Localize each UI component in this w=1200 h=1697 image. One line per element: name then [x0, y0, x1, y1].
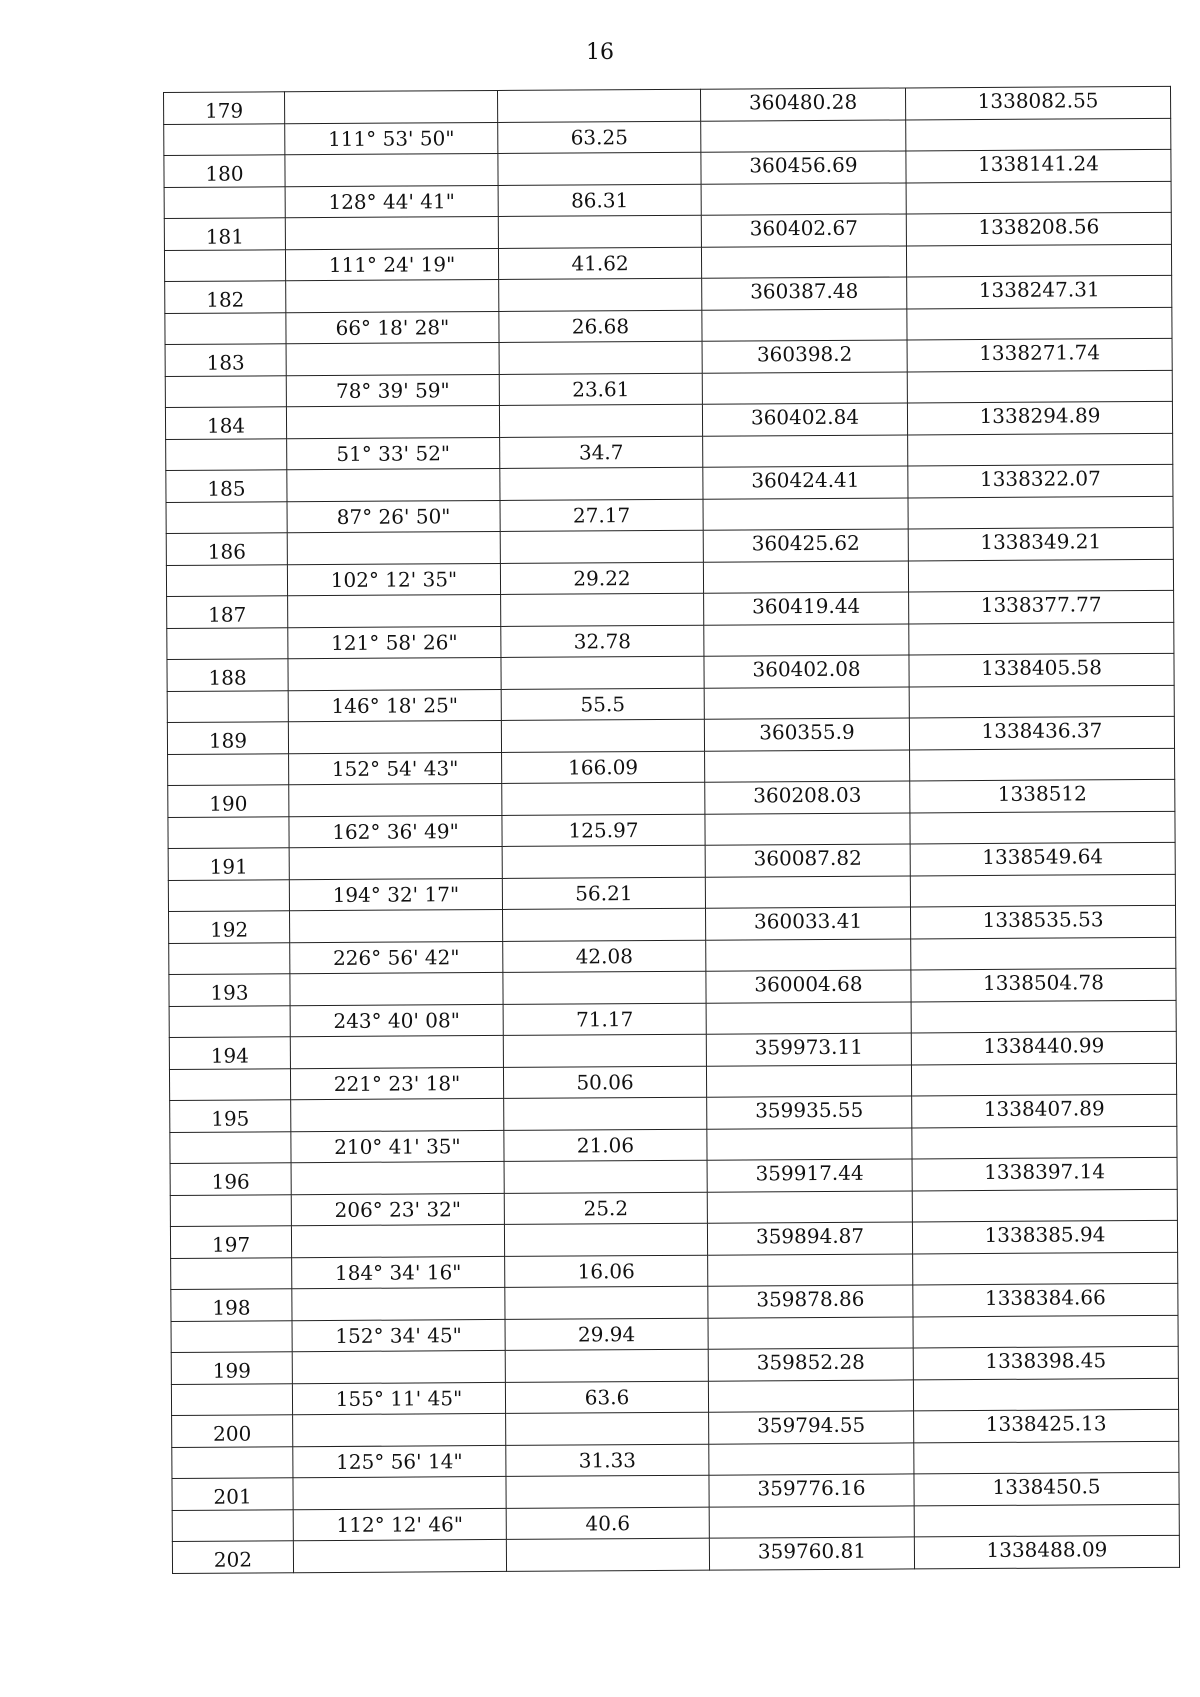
distance-cell	[503, 1034, 706, 1067]
distance-cell: 21.06	[504, 1129, 707, 1161]
y-coordinate-cell	[910, 748, 1175, 781]
bearing-cell: 78° 39' 59"	[286, 374, 499, 406]
point-id-cell: 194	[169, 1037, 290, 1070]
x-coordinate-cell: 359878.86	[708, 1285, 913, 1318]
bearing-cell	[286, 279, 499, 312]
x-coordinate-cell	[701, 246, 906, 278]
y-coordinate-cell	[913, 1378, 1178, 1411]
bearing-cell: 87° 26' 50"	[287, 500, 500, 532]
point-id-cell	[172, 1447, 293, 1479]
distance-cell	[502, 908, 705, 941]
distance-cell: 55.5	[501, 688, 704, 720]
page-number: 16	[586, 40, 614, 65]
point-id-cell: 185	[166, 470, 287, 503]
x-coordinate-cell: 360456.69	[701, 151, 906, 184]
x-coordinate-cell: 359760.81	[709, 1537, 914, 1570]
y-coordinate-cell: 1338450.5	[914, 1472, 1179, 1506]
distance-cell: 29.94	[505, 1318, 708, 1350]
distance-cell	[499, 404, 702, 437]
bearing-cell: 111° 24' 19"	[285, 248, 498, 280]
point-id-cell: 192	[169, 911, 290, 944]
x-coordinate-cell	[708, 1317, 913, 1349]
bearing-cell	[289, 783, 502, 816]
bearing-cell	[292, 1287, 505, 1320]
x-coordinate-cell: 360387.48	[702, 277, 907, 310]
point-id-cell: 186	[166, 533, 287, 566]
distance-cell	[505, 1286, 708, 1319]
x-coordinate-cell	[702, 372, 907, 404]
point-id-cell: 179	[164, 92, 285, 125]
bearing-cell: 152° 34' 45"	[292, 1319, 505, 1351]
x-coordinate-cell	[705, 876, 910, 908]
point-row	[172, 1535, 1179, 1573]
y-coordinate-cell	[912, 1126, 1177, 1159]
point-id-cell: 184	[165, 407, 286, 440]
distance-cell	[501, 719, 704, 752]
x-coordinate-cell	[709, 1506, 914, 1538]
y-coordinate-cell: 1338549.64	[910, 842, 1175, 876]
bearing-cell	[286, 342, 499, 375]
distance-cell: 23.61	[499, 373, 702, 405]
distance-cell	[505, 1349, 708, 1382]
point-id-cell	[172, 1510, 293, 1542]
point-id-cell	[171, 1321, 292, 1353]
bearing-cell: 112° 12' 46"	[293, 1508, 506, 1540]
x-coordinate-cell	[706, 939, 911, 971]
bearing-cell	[291, 1224, 504, 1257]
y-coordinate-cell	[909, 685, 1174, 718]
point-id-cell: 188	[167, 659, 288, 692]
y-coordinate-cell: 1338436.37	[909, 716, 1174, 750]
distance-cell	[502, 782, 705, 815]
y-coordinate-cell	[907, 307, 1172, 340]
x-coordinate-cell: 359852.28	[708, 1348, 913, 1381]
y-coordinate-cell	[913, 1252, 1178, 1285]
distance-cell: 63.25	[498, 121, 701, 153]
distance-cell	[506, 1538, 709, 1571]
y-coordinate-cell	[911, 1000, 1176, 1033]
point-id-cell: 181	[164, 218, 285, 251]
point-id-cell	[166, 502, 287, 534]
distance-cell: 86.31	[498, 184, 701, 216]
bearing-cell	[285, 90, 498, 123]
distance-cell: 34.7	[500, 436, 703, 468]
point-id-cell: 197	[170, 1226, 291, 1259]
bearing-cell: 51° 33' 52"	[287, 437, 500, 469]
point-id-cell: 196	[170, 1163, 291, 1196]
distance-cell: 71.17	[503, 1003, 706, 1035]
bearing-cell: 128° 44' 41"	[285, 185, 498, 217]
x-coordinate-cell	[704, 624, 909, 656]
x-coordinate-cell: 359917.44	[707, 1159, 912, 1192]
point-id-cell: 195	[170, 1100, 291, 1133]
x-coordinate-cell	[703, 498, 908, 530]
x-coordinate-cell	[708, 1380, 913, 1412]
x-coordinate-cell	[705, 813, 910, 845]
bearing-cell	[285, 216, 498, 249]
y-coordinate-cell: 1338405.58	[909, 653, 1174, 687]
x-coordinate-cell: 360033.41	[705, 907, 910, 940]
distance-cell	[499, 278, 702, 311]
bearing-cell: 184° 34' 16"	[292, 1256, 505, 1288]
coordinates-table-container	[163, 86, 1179, 1574]
bearing-cell	[288, 594, 501, 627]
coordinates-table-body	[164, 86, 1180, 1573]
coordinates-table	[163, 86, 1180, 1574]
distance-cell: 25.2	[504, 1192, 707, 1224]
x-coordinate-cell: 359794.55	[709, 1411, 914, 1444]
x-coordinate-cell: 359935.55	[707, 1096, 912, 1129]
distance-cell: 27.17	[500, 499, 703, 531]
y-coordinate-cell: 1338398.45	[913, 1346, 1178, 1380]
distance-cell: 16.06	[505, 1255, 708, 1287]
distance-cell	[498, 215, 701, 248]
point-id-cell: 200	[172, 1415, 293, 1448]
distance-cell: 29.22	[500, 562, 703, 594]
distance-cell	[504, 1160, 707, 1193]
distance-cell	[504, 1223, 707, 1256]
y-coordinate-cell: 1338377.77	[909, 590, 1174, 624]
distance-cell	[503, 971, 706, 1004]
distance-cell: 125.97	[502, 814, 705, 846]
y-coordinate-cell: 1338141.24	[906, 149, 1171, 183]
distance-cell	[497, 89, 700, 122]
bearing-cell	[289, 846, 502, 879]
x-coordinate-cell: 360208.03	[705, 781, 910, 814]
y-coordinate-cell	[911, 937, 1176, 970]
y-coordinate-cell	[907, 370, 1172, 403]
distance-cell	[501, 593, 704, 626]
x-coordinate-cell: 360004.68	[706, 970, 911, 1003]
y-coordinate-cell	[910, 811, 1175, 844]
point-id-cell	[165, 376, 286, 408]
point-id-cell	[166, 439, 287, 471]
bearing-cell	[290, 972, 503, 1005]
x-coordinate-cell: 360425.62	[703, 529, 908, 562]
x-coordinate-cell	[708, 1254, 913, 1286]
x-coordinate-cell	[701, 183, 906, 215]
bearing-cell: 243° 40' 08"	[290, 1004, 503, 1036]
distance-cell: 26.68	[499, 310, 702, 342]
point-id-cell	[164, 187, 285, 219]
bearing-cell: 206° 23' 32"	[291, 1193, 504, 1225]
y-coordinate-cell: 1338425.13	[914, 1409, 1179, 1443]
bearing-cell: 66° 18' 28"	[286, 311, 499, 343]
y-coordinate-cell	[909, 622, 1174, 655]
distance-cell	[506, 1412, 709, 1445]
x-coordinate-cell: 359894.87	[707, 1222, 912, 1255]
point-id-cell: 201	[172, 1478, 293, 1511]
x-coordinate-cell	[704, 687, 909, 719]
x-coordinate-cell	[709, 1443, 914, 1475]
bearing-cell	[292, 1350, 505, 1383]
point-id-cell	[167, 628, 288, 660]
point-id-cell	[168, 880, 289, 912]
point-id-cell	[166, 565, 287, 597]
x-coordinate-cell: 360087.82	[705, 844, 910, 877]
point-id-cell: 189	[167, 722, 288, 755]
x-coordinate-cell: 360398.2	[702, 340, 907, 373]
point-id-cell	[170, 1132, 291, 1164]
bearing-cell: 221° 23' 18"	[290, 1067, 503, 1099]
point-id-cell: 193	[169, 974, 290, 1007]
distance-cell: 50.06	[503, 1066, 706, 1098]
x-coordinate-cell	[707, 1191, 912, 1223]
distance-cell	[498, 152, 701, 185]
y-coordinate-cell: 1338535.53	[910, 905, 1175, 939]
y-coordinate-cell	[913, 1315, 1178, 1348]
point-id-cell	[165, 313, 286, 345]
distance-cell	[506, 1475, 709, 1508]
y-coordinate-cell: 1338397.14	[912, 1157, 1177, 1191]
x-coordinate-cell	[701, 120, 906, 152]
y-coordinate-cell: 1338349.21	[908, 527, 1173, 561]
bearing-cell: 102° 12' 35"	[287, 563, 500, 595]
bearing-cell	[293, 1476, 506, 1509]
bearing-cell	[293, 1539, 506, 1572]
x-coordinate-cell: 360419.44	[704, 592, 909, 625]
y-coordinate-cell	[906, 118, 1171, 151]
y-coordinate-cell: 1338512	[910, 779, 1175, 813]
y-coordinate-cell: 1338271.74	[907, 338, 1172, 372]
point-id-cell	[168, 754, 289, 786]
distance-cell	[500, 467, 703, 500]
x-coordinate-cell: 360424.41	[703, 466, 908, 499]
bearing-cell: 210° 41' 35"	[291, 1130, 504, 1162]
x-coordinate-cell: 360480.28	[700, 88, 905, 121]
y-coordinate-cell	[908, 433, 1173, 466]
y-coordinate-cell: 1338247.31	[907, 275, 1172, 309]
x-coordinate-cell	[707, 1128, 912, 1160]
y-coordinate-cell: 1338504.78	[911, 968, 1176, 1002]
bearing-cell: 162° 36' 49"	[289, 815, 502, 847]
distance-cell: 31.33	[506, 1444, 709, 1476]
bearing-cell	[291, 1098, 504, 1131]
point-id-cell: 199	[171, 1352, 292, 1385]
x-coordinate-cell: 359973.11	[706, 1033, 911, 1066]
x-coordinate-cell	[706, 1065, 911, 1097]
bearing-cell	[286, 405, 499, 438]
distance-cell: 41.62	[498, 247, 701, 279]
point-id-cell	[170, 1195, 291, 1227]
bearing-cell	[288, 657, 501, 690]
x-coordinate-cell: 359776.16	[709, 1474, 914, 1507]
bearing-cell	[291, 1161, 504, 1194]
bearing-cell	[290, 909, 503, 942]
y-coordinate-cell	[911, 1063, 1176, 1096]
distance-cell	[500, 530, 703, 563]
y-coordinate-cell	[906, 244, 1171, 277]
bearing-cell: 226° 56' 42"	[290, 941, 503, 973]
distance-cell	[502, 845, 705, 878]
point-id-cell	[169, 1006, 290, 1038]
y-coordinate-cell: 1338294.89	[907, 401, 1172, 435]
distance-cell: 42.08	[503, 940, 706, 972]
y-coordinate-cell: 1338385.94	[912, 1220, 1177, 1254]
y-coordinate-cell	[912, 1189, 1177, 1222]
point-id-cell: 198	[171, 1289, 292, 1322]
y-coordinate-cell	[908, 559, 1173, 592]
distance-cell: 63.6	[505, 1381, 708, 1413]
distance-cell	[499, 341, 702, 374]
y-coordinate-cell	[910, 874, 1175, 907]
x-coordinate-cell: 360402.84	[702, 403, 907, 436]
point-id-cell: 183	[165, 344, 286, 377]
bearing-cell: 155° 11' 45"	[292, 1382, 505, 1414]
x-coordinate-cell: 360355.9	[704, 718, 909, 751]
point-id-cell	[169, 1069, 290, 1101]
x-coordinate-cell	[706, 1002, 911, 1034]
y-coordinate-cell: 1338322.07	[908, 464, 1173, 498]
bearing-cell	[287, 531, 500, 564]
distance-cell	[504, 1097, 707, 1130]
bearing-cell: 111° 53' 50"	[285, 122, 498, 154]
bearing-cell: 125° 56' 14"	[293, 1445, 506, 1477]
bearing-cell: 121° 58' 26"	[288, 626, 501, 658]
y-coordinate-cell	[914, 1504, 1179, 1537]
bearing-cell	[288, 720, 501, 753]
y-coordinate-cell: 1338407.89	[912, 1094, 1177, 1128]
point-id-cell	[171, 1258, 292, 1290]
x-coordinate-cell	[705, 750, 910, 782]
point-id-cell: 202	[172, 1541, 293, 1574]
x-coordinate-cell: 360402.08	[704, 655, 909, 688]
point-id-cell: 191	[168, 848, 289, 881]
point-id-cell	[167, 691, 288, 723]
y-coordinate-cell: 1338082.55	[905, 86, 1170, 120]
x-coordinate-cell	[702, 309, 907, 341]
y-coordinate-cell: 1338488.09	[914, 1535, 1179, 1569]
x-coordinate-cell: 360402.67	[701, 214, 906, 247]
bearing-cell: 194° 32' 17"	[289, 878, 502, 910]
bearing-cell	[287, 468, 500, 501]
point-id-cell	[171, 1384, 292, 1416]
y-coordinate-cell	[908, 496, 1173, 529]
bearing-cell	[293, 1413, 506, 1446]
bearing-cell: 146° 18' 25"	[288, 689, 501, 721]
point-id-cell	[164, 250, 285, 282]
point-id-cell: 190	[168, 785, 289, 818]
distance-cell: 166.09	[502, 751, 705, 783]
y-coordinate-cell	[906, 181, 1171, 214]
distance-cell	[501, 656, 704, 689]
x-coordinate-cell	[703, 561, 908, 593]
point-id-cell: 187	[167, 596, 288, 629]
y-coordinate-cell	[914, 1441, 1179, 1474]
x-coordinate-cell	[703, 435, 908, 467]
distance-cell: 32.78	[501, 625, 704, 657]
bearing-cell	[290, 1035, 503, 1068]
point-id-cell	[168, 817, 289, 849]
point-id-cell	[164, 124, 285, 156]
distance-cell: 56.21	[502, 877, 705, 909]
bearing-cell	[285, 153, 498, 186]
y-coordinate-cell: 1338208.56	[906, 212, 1171, 246]
y-coordinate-cell: 1338440.99	[911, 1031, 1176, 1065]
bearing-cell: 152° 54' 43"	[289, 752, 502, 784]
distance-cell: 40.6	[506, 1507, 709, 1539]
point-id-cell	[169, 943, 290, 975]
y-coordinate-cell: 1338384.66	[913, 1283, 1178, 1317]
point-id-cell: 182	[165, 281, 286, 314]
point-id-cell: 180	[164, 155, 285, 188]
